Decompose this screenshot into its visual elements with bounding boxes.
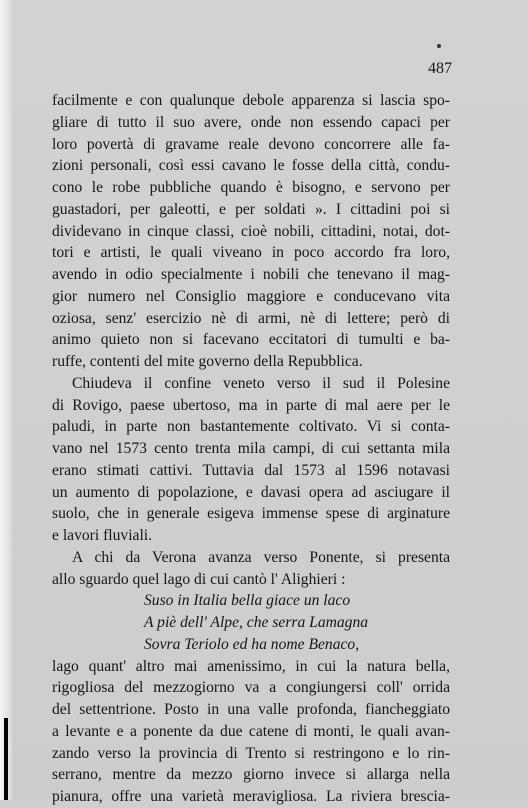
scan-left-edge <box>0 0 12 800</box>
verse-line: Suso in Italia bella giace un laco <box>144 592 351 610</box>
text-line: di Rovigo, paese ubertoso, ma in parte di mal aere per le <box>52 396 450 414</box>
text-line: e lavori fluviali. <box>52 527 153 544</box>
text-line: pianura, offre una varietà meravigliosa. La riviera brescia- <box>52 788 450 805</box>
text-line: gliare di tutto il suo avere, onde non essendo capaci per <box>52 113 450 131</box>
text-line: ruffe, contenti del mite governo della Repubblica. <box>52 353 363 370</box>
body-text <box>52 90 450 808</box>
scan-edge-mark <box>4 718 8 800</box>
text-line: vano nel 1573 cento trenta mila campi, di cui settanta mila <box>52 440 450 457</box>
text-line: cono le robe pubbliche quando è bisogno, e servono per <box>52 179 450 196</box>
text-line: rigogliosa del mezzogiorno va a congiungersi coll' orrida <box>52 679 450 697</box>
book-page <box>12 0 528 805</box>
text-line: loro povertà di gravame reale devono concorrere alle fa- <box>52 135 450 153</box>
text-line: tori e artisti, le quali viveano in poco accordo fra loro, <box>52 244 450 262</box>
text-line: a levante e a ponente da due catene di monti, le quali avan- <box>52 722 450 740</box>
text-line: suolo, che in generale esigeva immense spese di arginature <box>52 505 450 523</box>
text-line: zando verso la provincia di Trento si restringono e lo rin- <box>52 744 450 762</box>
text-line: avendo in odio specialmente i nobili che tenevano il mag- <box>52 266 450 283</box>
paragraph-start-line: A chi da Verona avanza verso Ponente, si presenta <box>72 548 450 566</box>
text-line: animo quieto non si facevano eccitatori di tumulti e ba- <box>52 331 450 349</box>
text-line: zioni personali, così essi cavano le fosse della città, condu- <box>52 157 450 175</box>
verse-line: A piè dell' Alpe, che serra Lamagna <box>144 614 369 631</box>
text-line: serrano, mentre da mezzo giorno invece si allarga nella <box>52 766 450 784</box>
paragraph-start-line: Chiudeva il confine veneto verso il sud il Polesine <box>72 374 450 392</box>
text-line: allo sguardo quel lago di cui cantò l' Alighieri : <box>52 570 346 588</box>
page-number: 487 <box>428 60 452 77</box>
text-line: un aumento di popolazione, e davasi opera ad asciugare il <box>52 483 450 501</box>
text-line: facilmente e con qualunque debole apparenza si lascia spo- <box>52 92 450 109</box>
verse-line: Sovra Teriolo ed ha nome Benaco, <box>144 635 360 653</box>
text-line: lago quant' altro mai amenissimo, in cui la natura bella, <box>52 657 450 675</box>
text-line: gior numero nel Consiglio maggiore e conducevano vita <box>52 287 450 305</box>
text-line: del settentrione. Posto in una valle profonda, fiancheggiato <box>52 701 450 718</box>
text-line: paludi, in parte non bastantemente coltivato. Vi si conta- <box>52 418 450 436</box>
print-speck <box>437 44 441 48</box>
text-line: dividevano in cinque classi, cioè nobili, cittadini, notai, dot- <box>52 222 450 240</box>
text-line: oziosa, senz' esercizio nè di armi, nè di lettere; però di <box>52 309 450 327</box>
text-line: erano stimati cattivi. Tuttavia dal 1573 al 1596 notavasi <box>52 461 450 479</box>
text-line: guastadori, per galeotti, e per soldati ». I cittadini poi si <box>52 200 450 218</box>
